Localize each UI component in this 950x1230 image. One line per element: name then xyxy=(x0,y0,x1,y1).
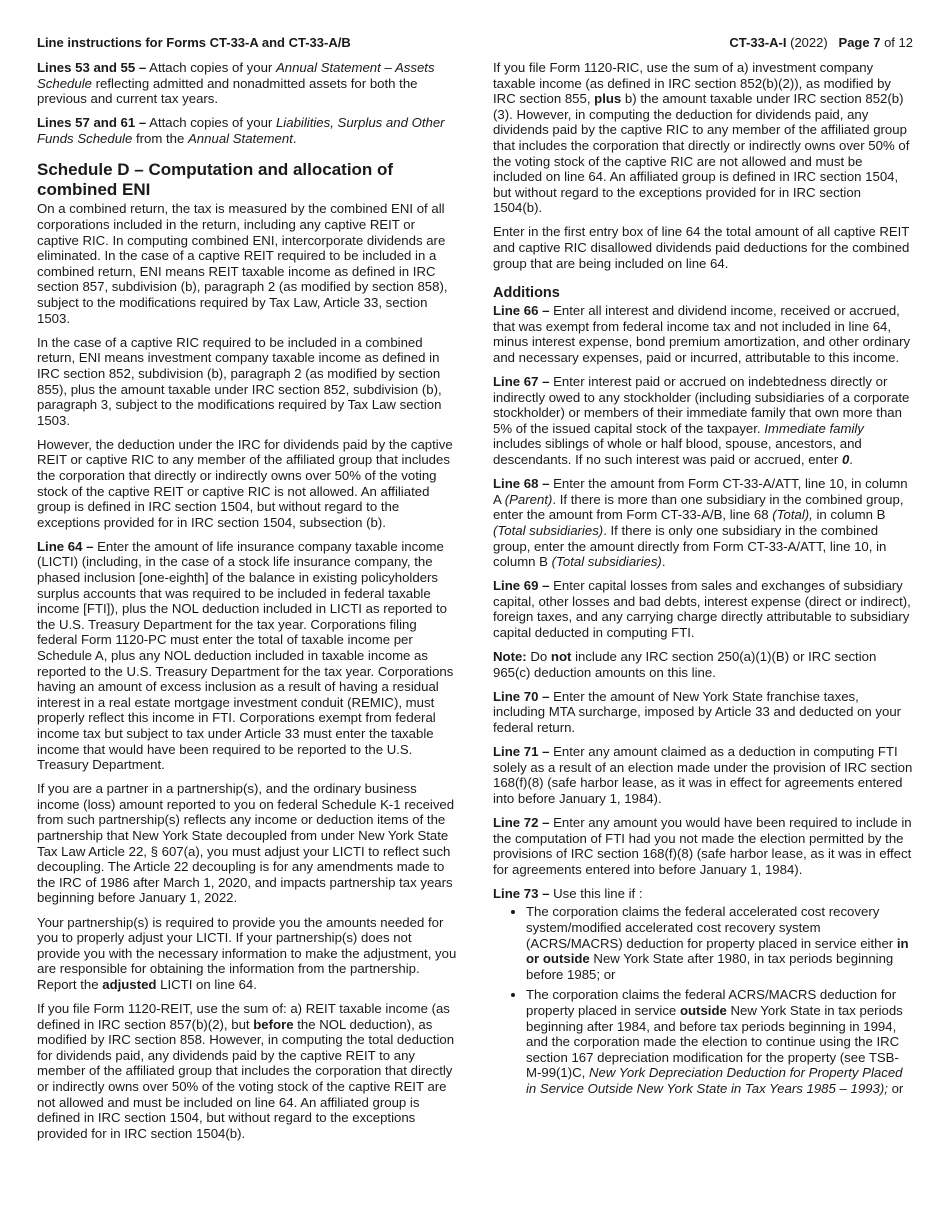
paragraph-line-67: Line 67 – Enter interest paid or accrued on indebtedness directly or indirectly owed to any stockholder (including subsidiaries of a corporate stockholder) or members of their immediate family that own more than 5% of the issued capital stock of the taxpayer. Immediate family includes siblings of whole or half blood, spouse, ancestors, and descendants. If no such interest was paid or accrued, enter 0. xyxy=(493,374,910,468)
line-label: Line 70 – xyxy=(493,688,550,704)
paragraph-lines-57-61: Lines 57 and 61 – Attach copies of your Liabilities, Surplus and Other Funds Schedule from the Annual Statement. xyxy=(37,115,445,146)
line-label: Lines 53 and 55 – xyxy=(37,60,147,75)
list-item: • The corporation claims the federal ACRS/MACRS deduction for property placed in service outside New York State in tax periods beginning after 1984, and before tax periods beginning in 1994, and the corporation made the election to continue using the IRC section 167 depreciation modification for the property (see TSB-M-99(1)C, New York Depreciation Deduction for Property Placed in Service Outside New York State in Tax Years 1985 – 1993); or xyxy=(526,987,913,1096)
paragraph-note: Note: Do not include any IRC section 250(a)(1)(B) or IRC section 965(c) deduction amounts on this line. xyxy=(493,649,877,680)
line-label: Lines 57 and 61 – xyxy=(37,115,147,131)
line-label: Line 67 – xyxy=(493,374,550,390)
line-label: Line 71 – xyxy=(493,744,550,760)
paragraph-1120-reit: If you file Form 1120-REIT, use the sum of: a) REIT taxable income (as defined in IRC section 857(b)(2), but before the NOL deduction), as modified by IRC section 858. However, in computing the total deduction for dividends paid, any dividends paid by the captive REIT to any member of the affiliated group that includes the corporation that directly or indirectly owns over 50% of the voting stock of the captive REIT are not allowed and must be included on line 64. An affiliated group is defined in IRC section 1504, but without regard to the exceptions provided for in IRC section 1504(b). xyxy=(37,1000,455,1141)
header-year: (2022) xyxy=(790,35,828,50)
paragraph-partnership-adjust: Your partnership(s) is required to provide you the amounts needed for you to properly adjust your LICTI. If your partnership(s) does not provide you with the necessary information to make the adjustment, you are responsible for obtaining the information from the partnership. Report the adjusted LICTI on line 64. xyxy=(37,914,457,992)
line-label: Line 73 – xyxy=(493,885,550,901)
list-item: • The corporation claims the federal accelerated cost recovery system/modified accelerated cost recovery system (ACRS/MACRS) deduction for property placed in service either in or outside New York State after 1980, in tax periods beginning before 1985; or xyxy=(526,904,913,982)
paragraph-deduction: However, the deduction under the IRC for dividends paid by the captive REIT or captive RIC to any member of the affiliated group that includes the corporation that directly or indirectly owns over 50% of the voting stock of the captive REIT or captive RIC is not allowed. An affiliated group is defined in IRC section 1504, but without regard to the exceptions provided for in IRC section 1504, subsection (b). xyxy=(37,436,453,530)
paragraph-line-64-entry: Enter in the first entry box of line 64 the total amount of all captive REIT and captive RIC disallowed dividends paid deductions for the combined group that are being included on line 64. xyxy=(493,224,910,271)
note-label: Note: xyxy=(493,649,527,665)
header-page-of: of 12 xyxy=(884,35,913,50)
line-label: Line 69 – xyxy=(493,578,550,594)
paragraph-line-64: Line 64 – Enter the amount of life insurance company taxable income (LICTI) (including, in the case of a stock life insurance company, the phased inclusion [one-eighth] of the balance in existing policyholders surplus accounts that was required to be included in federal taxable income [FTI]), plus the NOL deduction included in LICTI as reported to the U.S. Treasury Department for the tax year. Corporations filing federal Form 1120-PC must enter the total of taxable income per Schedule A, plus any NOL deduction included in taxable income as reported to the U.S. Treasury Department for the tax year. Corporations having an amount of excess inclusion as a result of having a residual interest in a real estate mortgage investment conduit (REMIC), must properly reflect this income in FTI. Corporations exempt from federal income tax but subject to tax under Article 33 must enter the taxable income that would have been required to be reported to the U.S. Treasury Department. xyxy=(37,538,454,773)
paragraph-line-68: Line 68 – Enter the amount from Form CT-33-A/ATT, line 10, in column A (Parent). If there is more than one subsidiary in the combined group, enter the amount from Form CT-33-A/B, line 68 (Total), in column B (Total subsidiaries). If there is only one subsidiary in the combined group, enter the amount directly from Form CT-33-A/ATT, line 10, in column B (Total subsidiaries). xyxy=(493,476,908,570)
paragraph-line-71: Line 71 – Enter any amount claimed as a deduction in computing FTI solely as a result of an election made under the provision of IRC section 168(f)(8) (safe harbor lease, as it was in effect for agreements entered into before January 1, 1984). xyxy=(493,744,913,806)
line-label: Line 72 – xyxy=(493,814,550,830)
left-column xyxy=(37,60,457,1150)
line-label: Line 66 – xyxy=(493,303,550,319)
additions-heading: Additions xyxy=(493,285,560,302)
header-page-info xyxy=(729,35,913,50)
page-header xyxy=(37,35,913,53)
paragraph-line-69: Line 69 – Enter capital losses from sales and exchanges of subsidiary capital, other losses and bad debts, interest expense (direct or indirect), foreign taxes, and any carrying charge directly attributable to subsidiary capital deducted in computing FTI. xyxy=(493,578,911,640)
header-page-label: Page 7 xyxy=(838,35,881,50)
line-label: Line 64 – xyxy=(37,538,94,554)
header-title: Line instructions for Forms CT-33-A and CT-33-A/B xyxy=(37,35,351,50)
line-73-conditions xyxy=(493,904,913,1096)
line-label: Line 68 – xyxy=(493,476,550,492)
paragraph-line-66: Line 66 – Enter all interest and dividend income, received or accrued, that was exempt from federal income tax and not included in line 64, minus interest expense, bond premium amortization, and other ordinary and necessary expenses, paid or incurred, attributable to this income. xyxy=(493,303,911,365)
paragraph-line-73: Line 73 – Use this line if : xyxy=(493,885,643,901)
paragraph-captive-ric: In the case of a captive RIC required to be included in a combined return, ENI means investment company taxable income as defined in IRC section 852, subdivision (b), paragraph 2 (as modified by section 855), plus the amount taxable under IRC section 852, subdivision (b), paragraph 3, subject to the modifications required by Tax Law section 1503. xyxy=(37,334,442,428)
paragraph-lines-53-55: Lines 53 and 55 – Attach copies of your Annual Statement – Assets Schedule reflecting admitted and nonadmitted assets for both the previous and current tax years. xyxy=(37,60,435,107)
paragraph-1120-ric: If you file Form 1120-RIC, use the sum of a) investment company taxable income (as defined in IRC section 852(b)(2)), as modified by IRC section 855, plus b) the amount taxable under IRC section 852(b)(3). However, in computing the deduction for dividends paid, any dividends paid by the captive RIC to any member of the affiliated group that includes the corporation that directly or indirectly owns over 50% of the voting stock of the captive RIC are not allowed and must be included on line 64. An affiliated group is defined in IRC section 1504, but without regard to the exceptions provided for in IRC section 1504(b). xyxy=(493,60,910,216)
schedule-d-heading: Schedule D – Computation and allocation of combined ENI xyxy=(37,160,394,199)
paragraph-combined-eni: On a combined return, the tax is measured by the combined ENI of all corporations included in the return, including any captive REIT or captive RIC. In computing combined ENI, intercorporate dividends are eliminated. In the case of a captive REIT required to be included in a combined return, ENI means REIT taxable income as defined in IRC section 857, subdivision (b), paragraph 2 (as modified by section 858), subject to the modifications required by Tax Law, Article 33, section 1503. xyxy=(37,201,448,326)
header-form-id: CT-33-A-I xyxy=(729,35,787,50)
paragraph-line-72: Line 72 – Enter any amount you would have been required to include in the computation of FTI had you not made the election permitted by the provisions of IRC section 168(f)(8) (safe harbor lease, as it was in effect for agreements entered into before January 1, 1984). xyxy=(493,814,912,877)
paragraph-line-70: Line 70 – Enter the amount of New York State franchise taxes, including MTA surcharge, imposed by Article 33 and deducted on your federal return. xyxy=(493,688,902,735)
right-column xyxy=(493,60,913,1102)
paragraph-partnership: If you are a partner in a partnership(s), and the ordinary business income (loss) amount reported to you on federal Schedule K-1 received from such partnership(s) reflects any income or deduction items of the partnership that New York State decoupled from under New York State Tax Law Article 22, § 607(a), you must adjust your LICTI to reflect such decoupling. The Article 22 decoupling is for any amendments made to the IRC of 1986 after March 1, 2020, and impacts partnership tax years beginning before January 1, 2022. xyxy=(37,781,455,906)
